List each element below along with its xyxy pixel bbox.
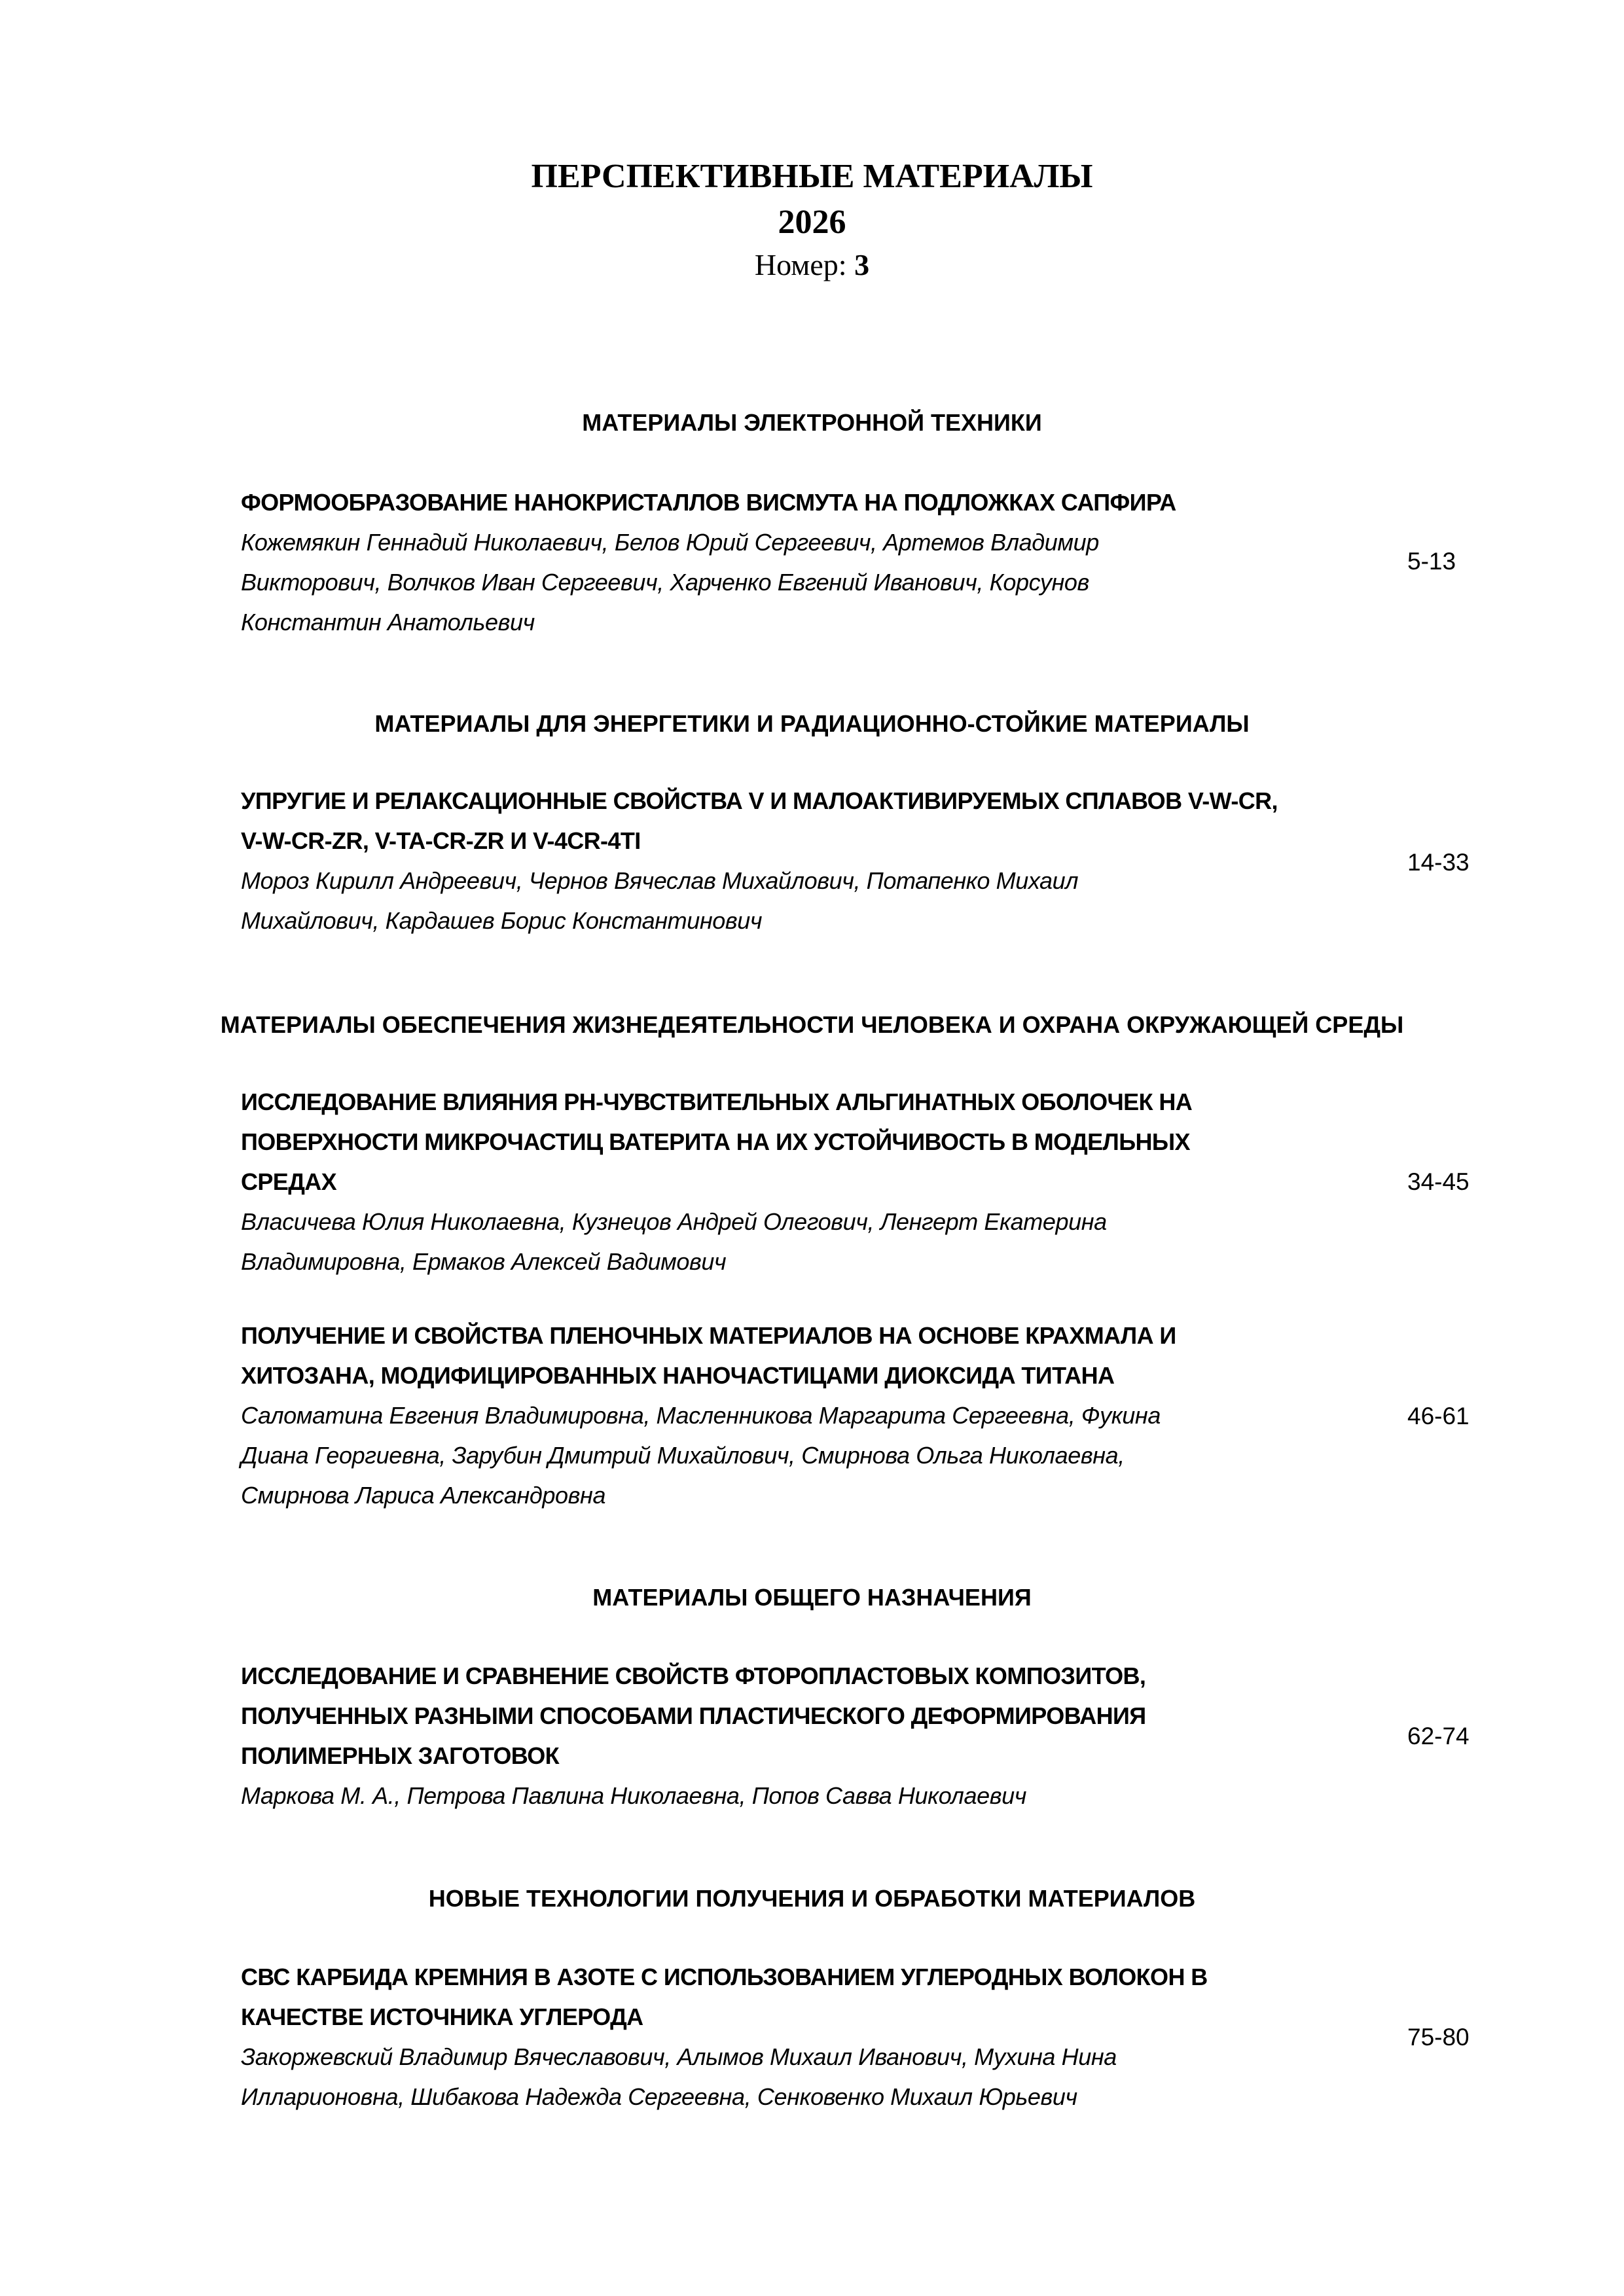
article-pages: 14-33	[1407, 849, 1470, 876]
article-entry[interactable]	[241, 1656, 1146, 1816]
article-title-line[interactable]: ПОЛИМЕРНЫХ ЗАГОТОВОК	[241, 1742, 560, 1769]
article-title-line[interactable]: СВС КАРБИДА КРЕМНИЯ В АЗОТЕ С ИСПОЛЬЗОВАНИЕМ УГЛЕРОДНЫХ ВОЛОКОН В	[241, 1964, 1208, 1990]
journal-year: 2026	[778, 204, 846, 241]
article-pages: 5-13	[1407, 548, 1456, 575]
issue-label: Номер:	[754, 248, 847, 281]
article-pages: 75-80	[1407, 2024, 1470, 2051]
article-entry[interactable]	[241, 482, 1176, 642]
article-authors-line: Кожемякин Геннадий Николаевич, Белов Юрий Сергеевич, Артемов Владимир	[241, 529, 1099, 556]
article-title-line[interactable]: ПОЛУЧЕННЫХ РАЗНЫМИ СПОСОБАМИ ПЛАСТИЧЕСКОГО ДЕФОРМИРОВАНИЯ	[241, 1702, 1146, 1729]
article-entry[interactable]	[241, 1316, 1176, 1515]
article-entry[interactable]	[241, 781, 1278, 941]
article-authors-line: Михайлович, Кардашев Борис Константинович	[241, 907, 763, 934]
article-authors-line: Смирнова Лариса Александровна	[241, 1482, 606, 1509]
article-title-line[interactable]: ИССЛЕДОВАНИЕ И СРАВНЕНИЕ СВОЙСТВ ФТОРОПЛАСТОВЫХ КОМПОЗИТОВ,	[241, 1662, 1146, 1689]
article-title-line[interactable]: УПРУГИЕ И РЕЛАКСАЦИОННЫЕ СВОЙСТВА V И МАЛОАКТИВИРУЕМЫХ СПЛАВОВ V-W-CR,	[241, 787, 1278, 814]
article-title-line[interactable]: ИССЛЕДОВАНИЕ ВЛИЯНИЯ PH-ЧУВСТВИТЕЛЬНЫХ АЛЬГИНАТНЫХ ОБОЛОЧЕК НА	[241, 1088, 1193, 1115]
article-entry[interactable]	[241, 1082, 1192, 1282]
article-authors-line: Илларионовна, Шибакова Надежда Сергеевна, Сенковенко Михаил Юрьевич	[241, 2083, 1077, 2110]
article-title-line[interactable]: ПОЛУЧЕНИЕ И СВОЙСТВА ПЛЕНОЧНЫХ МАТЕРИАЛОВ НА ОСНОВЕ КРАХМАЛА И	[241, 1322, 1176, 1349]
section-heading: МАТЕРИАЛЫ ОБЩЕГО НАЗНАЧЕНИЯ	[592, 1584, 1032, 1611]
article-title-line[interactable]: СРЕДАХ	[241, 1168, 337, 1195]
article-entry[interactable]	[241, 1957, 1208, 2117]
article-title-line[interactable]: V-W-CR-ZR, V-TA-CR-ZR И V-4CR-4TI	[241, 827, 641, 854]
article-authors-line: Константин Анатольевич	[241, 609, 535, 636]
section-heading: МАТЕРИАЛЫ ЭЛЕКТРОННОЙ ТЕХНИКИ	[582, 409, 1042, 436]
article-authors-line: Власичева Юлия Николаевна, Кузнецов Андрей Олегович, Ленгерт Екатерина	[241, 1208, 1107, 1235]
article-authors-line: Владимировна, Ермаков Алексей Вадимович	[241, 1248, 727, 1275]
article-pages: 62-74	[1407, 1723, 1470, 1749]
article-title-line[interactable]: ПОВЕРХНОСТИ МИКРОЧАСТИЦ ВАТЕРИТА НА ИХ УСТОЙЧИВОСТЬ В МОДЕЛЬНЫХ	[241, 1128, 1190, 1155]
article-pages: 46-61	[1407, 1403, 1470, 1429]
article-authors-line: Маркова М. А., Петрова Павлина Николаевна, Попов Савва Николаевич	[241, 1782, 1026, 1809]
article-title-line[interactable]: ФОРМООБРАЗОВАНИЕ НАНОКРИСТАЛЛОВ ВИСМУТА НА ПОДЛОЖКАХ САПФИРА	[241, 489, 1176, 516]
section-heading: МАТЕРИАЛЫ ДЛЯ ЭНЕРГЕТИКИ И РАДИАЦИОННО-СТОЙКИЕ МАТЕРИАЛЫ	[374, 710, 1250, 737]
article-authors-line: Саломатина Евгения Владимировна, Масленникова Маргарита Сергеевна, Фукина	[241, 1402, 1161, 1429]
article-authors-line: Мороз Кирилл Андреевич, Чернов Вячеслав Михайлович, Потапенко Михаил	[241, 867, 1079, 894]
article-authors-line: Викторович, Волчков Иван Сергеевич, Харченко Евгений Иванович, Корсунов	[241, 569, 1089, 596]
journal-title: ПЕРСПЕКТИВНЫЕ МАТЕРИАЛЫ	[531, 158, 1093, 195]
article-pages: 34-45	[1407, 1168, 1470, 1195]
section-heading: НОВЫЕ ТЕХНОЛОГИИ ПОЛУЧЕНИЯ И ОБРАБОТКИ МАТЕРИАЛОВ	[428, 1885, 1196, 1912]
article-title-line[interactable]: ХИТОЗАНА, МОДИФИЦИРОВАННЫХ НАНОЧАСТИЦАМИ ДИОКСИДА ТИТАНА	[241, 1362, 1115, 1389]
issue-number: 3	[854, 248, 870, 281]
issue-line	[0, 247, 1624, 282]
article-authors-line: Диана Георгиевна, Зарубин Дмитрий Михайлович, Смирнова Ольга Николаевна,	[241, 1442, 1125, 1469]
article-authors-line: Закоржевский Владимир Вячеславович, Алымов Михаил Иванович, Мухина Нина	[241, 2043, 1117, 2070]
article-title-line[interactable]: КАЧЕСТВЕ ИСТОЧНИКА УГЛЕРОДА	[241, 2003, 643, 2030]
section-heading: МАТЕРИАЛЫ ОБЕСПЕЧЕНИЯ ЖИЗНЕДЕЯТЕЛЬНОСТИ ЧЕЛОВЕКА И ОХРАНА ОКРУЖАЮЩЕЙ СРЕДЫ	[220, 1011, 1404, 1038]
